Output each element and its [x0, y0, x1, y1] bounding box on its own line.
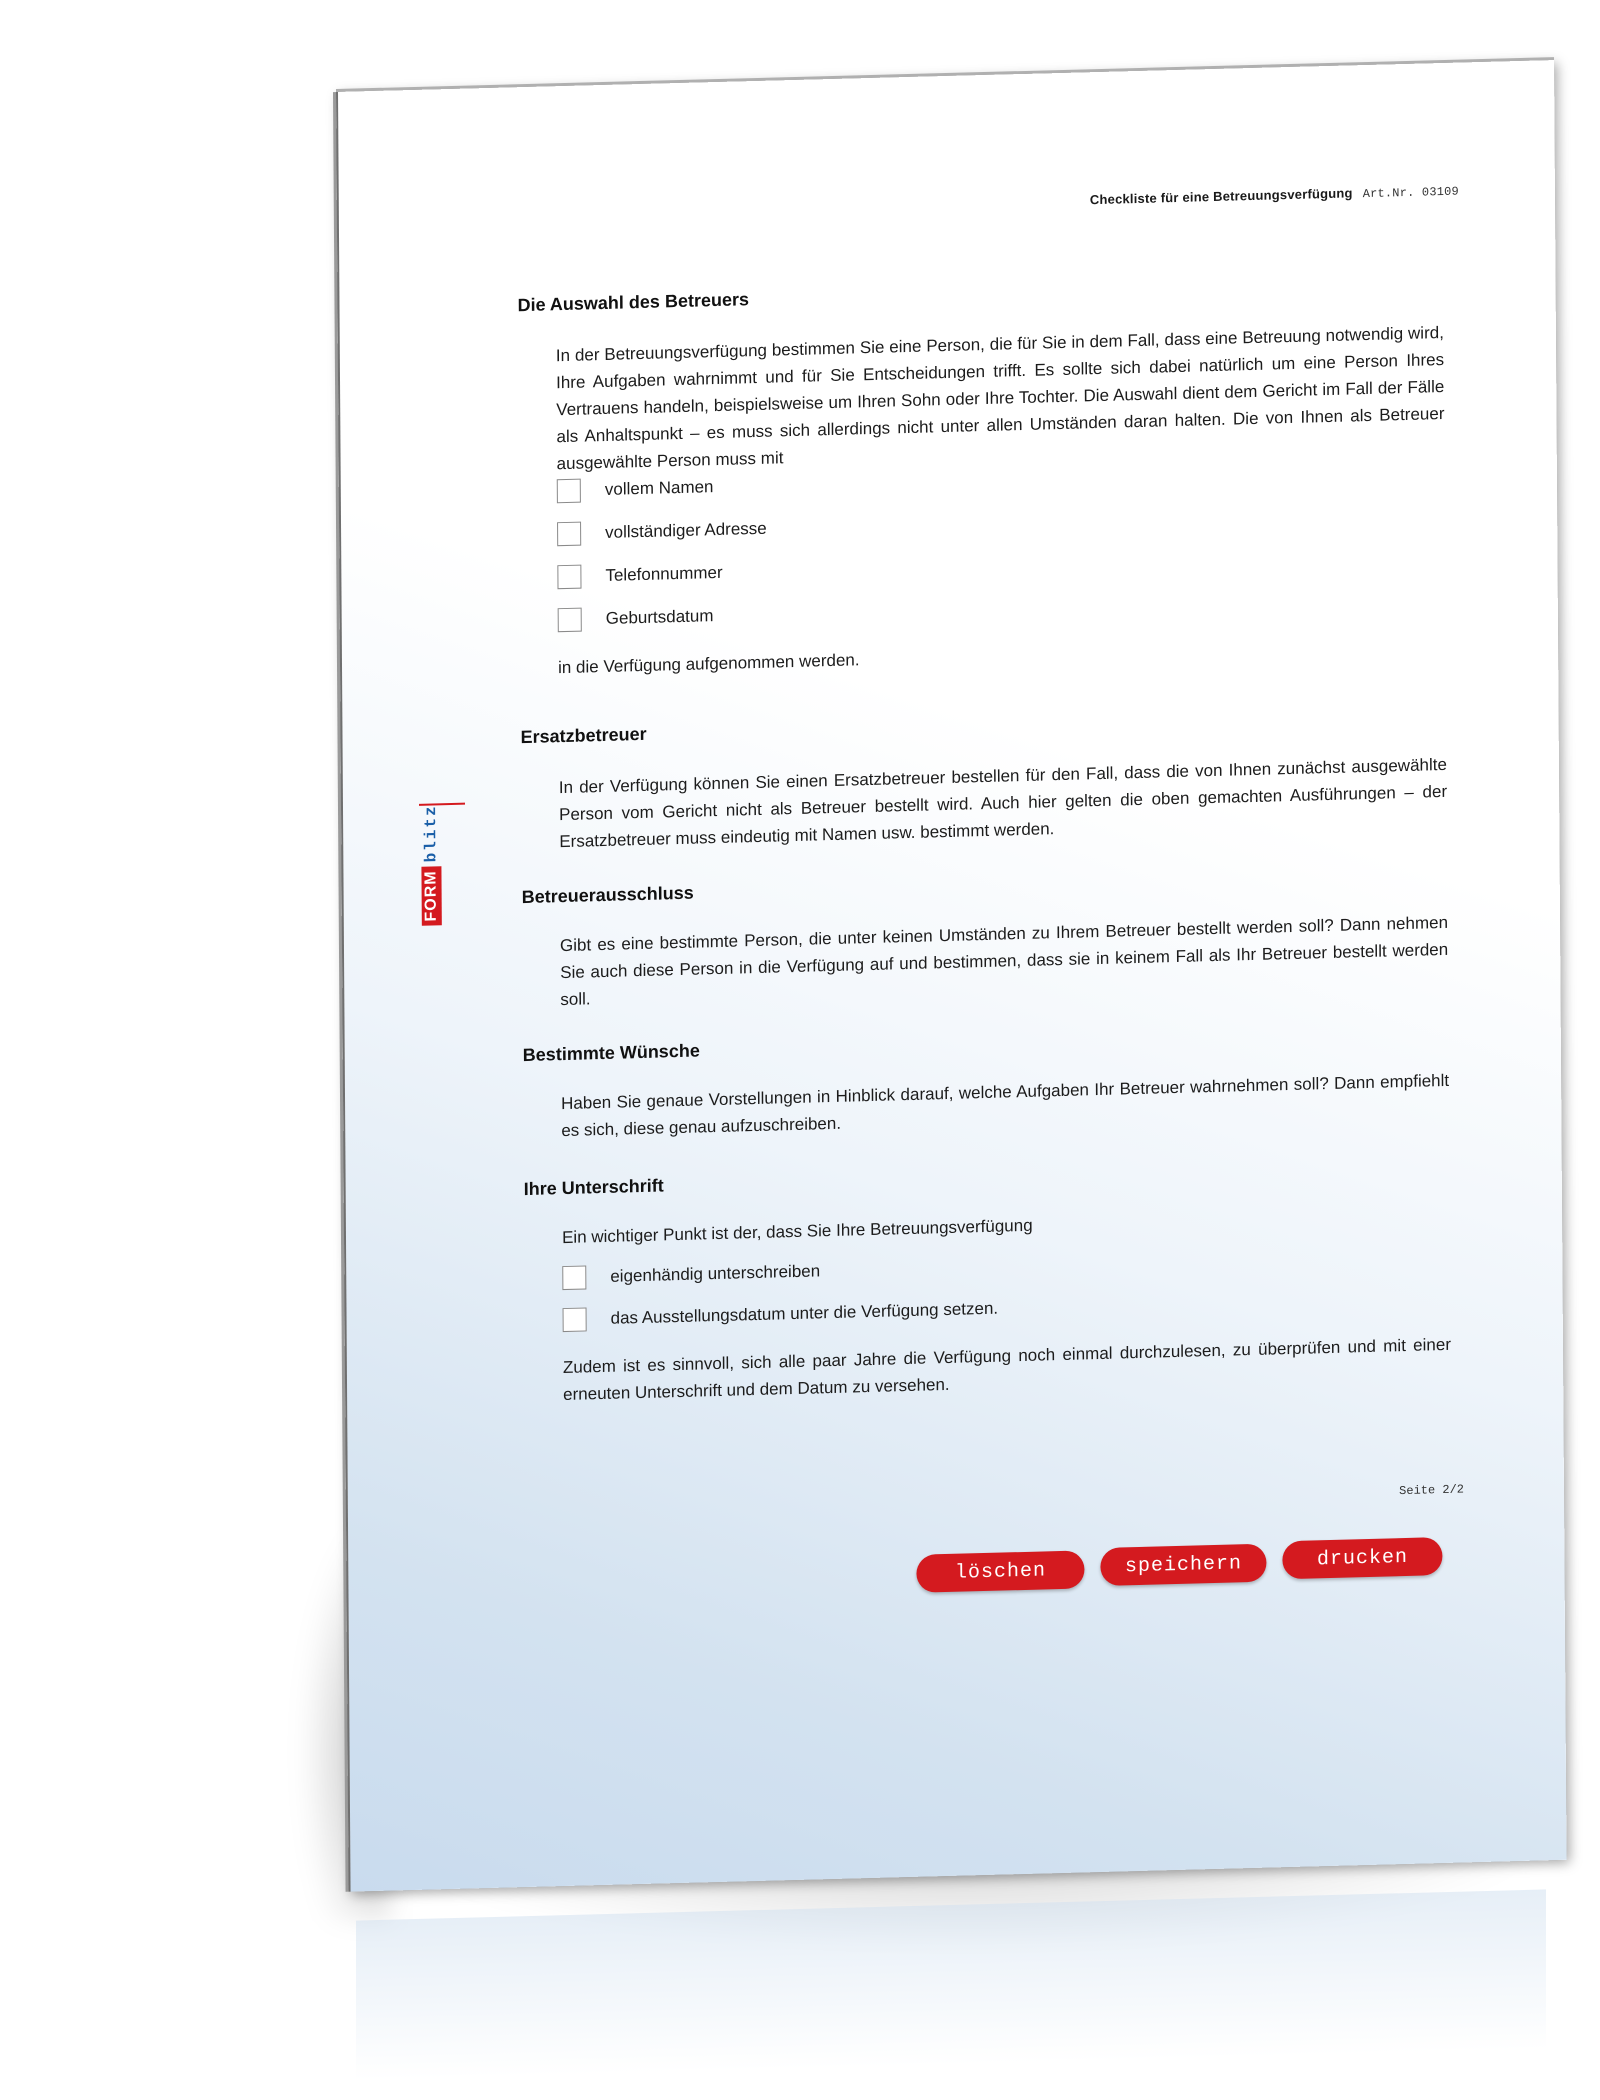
formblitz-logo — [419, 805, 444, 926]
checklist-item-label: Geburtsdatum — [605, 606, 714, 628]
checkbox[interactable] — [563, 1307, 587, 1332]
checklist-item-label: vollem Namen — [604, 477, 714, 499]
section-heading-ausschluss: Betreuerausschluss — [521, 882, 694, 908]
paragraph-unterschrift-intro: Ein wichtiger Punkt ist der, dass Sie Ihre Betreuungsverfügung — [561, 1215, 1033, 1248]
paragraph-unterschrift-closing: Zudem ist es sinnvoll, sich alle paar Jahre die Verfügung noch einmal durchzulesen, zu überprüfen und mit einer erneuten Unterschrift und dem Datum zu versehen. — [562, 1334, 1452, 1405]
logo-form-text: FORM — [421, 866, 441, 926]
checklist-item-label: eigenhändig unterschreiben — [610, 1261, 821, 1286]
paragraph-auswahl: In der Betreuungsverfügung bestimmen Sie eine Person, die für Sie in dem Fall, dass eine Betreuung notwendig wird, Ihre Aufgaben wahrnimmt und für Sie Entscheidungen trifft. Es sollte sich dabei natürlich um eine Person Ihres Vertrauens handeln, beispielsweise um Ihren Sohn oder Ihre Tochter. Die Auswahl dient dem Gericht im Fall der Fälle als Anhaltspunkt – es muss sich allerdings nicht unter allen Umständen daran halten. Die von Ihnen als Betreuer ausgewählte Person muss mit — [555, 322, 1445, 474]
paragraph-wuensche: Haben Sie genaue Vorstellungen in Hinblick darauf, welche Aufgaben Ihr Betreuer wahrnehmen soll? Dann empfiehlt es sich, diese genau aufzuschreiben. — [561, 1070, 1450, 1141]
document-title: Checkliste für eine Betreuungsverfügung — [1089, 185, 1353, 208]
checklist-item[interactable] — [557, 561, 722, 589]
checkbox[interactable] — [557, 479, 581, 504]
checkbox[interactable] — [558, 608, 582, 633]
checklist-item[interactable] — [562, 1259, 820, 1290]
checkbox[interactable] — [557, 522, 581, 547]
print-button[interactable]: drucken — [1282, 1537, 1442, 1579]
document-page — [336, 60, 1567, 1892]
section-heading-wuensche: Bestimmte Wünsche — [522, 1040, 700, 1066]
page-reflection — [356, 1889, 1546, 2080]
checklist-item-label: vollständiger Adresse — [605, 518, 767, 542]
checkbox[interactable] — [562, 1265, 586, 1290]
delete-button[interactable]: löschen — [916, 1550, 1084, 1592]
paragraph-ausschluss: Gibt es eine bestimmte Person, die unter keinen Umständen zu Ihrem Betreuer bestellt werden soll? Dann nehmen Sie auch diese Person in die Verfügung auf und bestimmen, dass sie in keinem Fall als Ihr Betreuer bestellt werden soll. — [559, 912, 1449, 1010]
logo-blitz-text: blitz — [421, 804, 441, 863]
section-heading-unterschrift: Ihre Unterschrift — [523, 1175, 664, 1200]
checklist-item[interactable] — [557, 475, 714, 503]
section-heading-ersatz: Ersatzbetreuer — [520, 723, 647, 748]
checklist-item[interactable] — [557, 517, 767, 546]
article-number: Art.Nr. 03109 — [1362, 184, 1459, 202]
checkbox[interactable] — [557, 565, 581, 590]
checklist-item-label: das Ausstellungsdatum unter die Verfügung setzen. — [610, 1298, 999, 1328]
checklist-item[interactable] — [558, 604, 714, 632]
page-number: Seite 2/2 — [1399, 1482, 1465, 1499]
paragraph-auswahl-closing: in die Verfügung aufgenommen werden. — [557, 650, 860, 678]
paragraph-ersatz: In der Verfügung können Sie einen Ersatzbetreuer bestellen für den Fall, dass die von Ihnen zunächst ausgewählte Person vom Gericht nicht als Betreuer bestellt wird. Auch hier gelten die oben gemachten Ausführungen – der Ersatzbetreuer muss eindeutig mit Namen usw. bestimmt werden. — [558, 754, 1448, 852]
checklist-item-label: Telefonnummer — [605, 562, 723, 585]
section-heading-auswahl: Die Auswahl des Betreuers — [517, 289, 750, 316]
save-button[interactable]: speichern — [1100, 1544, 1266, 1586]
document-header — [1090, 183, 1459, 209]
checklist-item[interactable] — [563, 1297, 999, 1332]
